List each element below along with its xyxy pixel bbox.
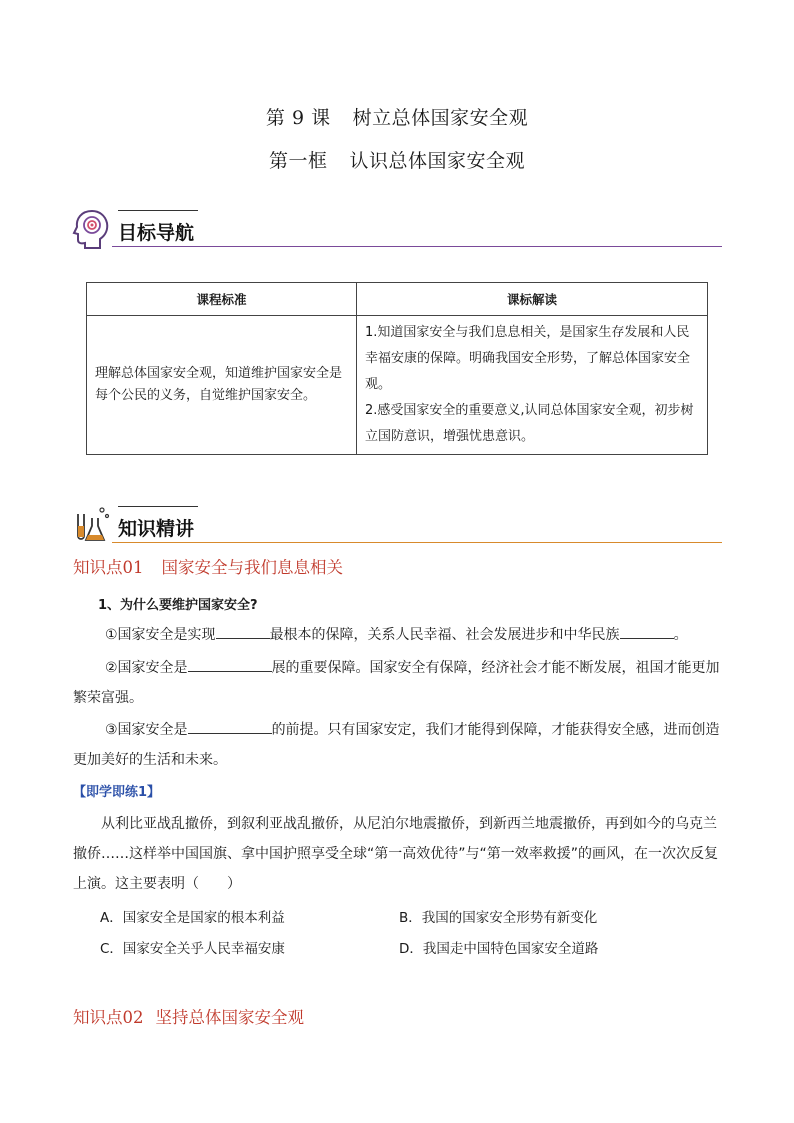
kp2-name: 坚持总体国家安全观 — [155, 1008, 304, 1027]
p2-text-b: 展的重要保障。国家安全有保障，经济社会才能不断发展，祖国才能更加繁荣富强。 — [73, 660, 720, 706]
header-divider — [112, 246, 722, 247]
question-heading: 1、为什么要维护国家安全? — [98, 598, 258, 613]
p2-text-a: ②国家安全是 — [105, 660, 188, 676]
practice-label: 【即学即练1】 — [73, 785, 161, 800]
header-top-rule — [118, 210, 198, 211]
interpretation-cell — [357, 316, 708, 455]
interpretation-item-2: 2.感受国家安全的重要意义,认同总体国家安全观，初步树立国防意识，增强忧患意识。 — [365, 403, 694, 444]
section-number: 第一框 — [268, 150, 328, 172]
p1-text-a: ①国家安全是实现 — [105, 627, 216, 643]
lesson-title — [0, 103, 794, 130]
header-top-rule — [118, 506, 198, 507]
fill-blank[interactable] — [188, 655, 272, 672]
table-header-standard: 课程标准 — [87, 283, 357, 316]
head-target-icon — [72, 208, 112, 250]
p3-text-b: 的前提。只有国家安定，我们才能得到保障，才能获得安全感，进而创造更加美好的生活和未来。 — [73, 722, 720, 768]
goals-heading: 目标导航 — [118, 222, 195, 244]
p1-text-b: 最根本的保障，关系人民幸福、社会发展进步和中华民族 — [269, 627, 620, 643]
section-name: 认识总体国家安全观 — [349, 150, 526, 172]
option-c[interactable]: C．国家安全关乎人民幸福安康 — [100, 941, 285, 957]
lesson-number: 第 9 课 — [265, 107, 331, 129]
table-header-interpretation: 课标解读 — [357, 283, 708, 316]
kp2-number: 知识点02 — [73, 1008, 144, 1027]
point-3-paragraph — [73, 715, 723, 775]
curriculum-table — [86, 282, 708, 455]
knowledge-point-2-title — [73, 1004, 304, 1028]
fill-blank[interactable] — [188, 717, 272, 734]
kp1-number: 知识点01 — [73, 558, 144, 577]
option-a[interactable]: A．国家安全是国家的根本利益 — [100, 910, 285, 926]
option-d[interactable]: D．我国走中国特色国家安全道路 — [399, 941, 599, 957]
header-divider — [112, 542, 722, 543]
knowledge-section-header — [72, 504, 722, 554]
p1-text-c: 。 — [673, 627, 688, 643]
point-2-paragraph — [73, 653, 723, 713]
knowledge-heading: 知识精讲 — [118, 518, 195, 540]
kp1-name: 国家安全与我们息息相关 — [161, 558, 343, 577]
lesson-name: 树立总体国家安全观 — [352, 107, 529, 129]
section-title — [0, 146, 794, 173]
practice-question: 从利比亚战乱撤侨，到叙利亚战乱撤侨，从尼泊尔地震撤侨，到新西兰地震撤侨，再到如今的乌克兰撤侨……这样举中国国旗、拿中国护照享受全球“第一高效优待”与“第一效率救援”的画风，在一次次反复上演。这主要表明（ ） — [73, 816, 719, 892]
goals-section-header — [72, 208, 722, 258]
fill-blank[interactable] — [620, 622, 674, 639]
option-b[interactable]: B．我国的国家安全形势有新变化 — [399, 910, 598, 926]
flask-icon — [72, 504, 112, 546]
fill-blank[interactable] — [216, 622, 270, 639]
point-1-paragraph — [73, 620, 723, 650]
standard-cell: 理解总体国家安全观，知道维护国家安全是每个公民的义务，自觉维护国家安全。 — [87, 316, 357, 455]
knowledge-point-1-title — [73, 554, 343, 578]
interpretation-item-1: 1.知道国家安全与我们息息相关，是国家生存发展和人民幸福安康的保障。明确我国安全形势，了解总体国家安全观。 — [365, 325, 691, 392]
p3-text-a: ③国家安全是 — [105, 722, 188, 738]
